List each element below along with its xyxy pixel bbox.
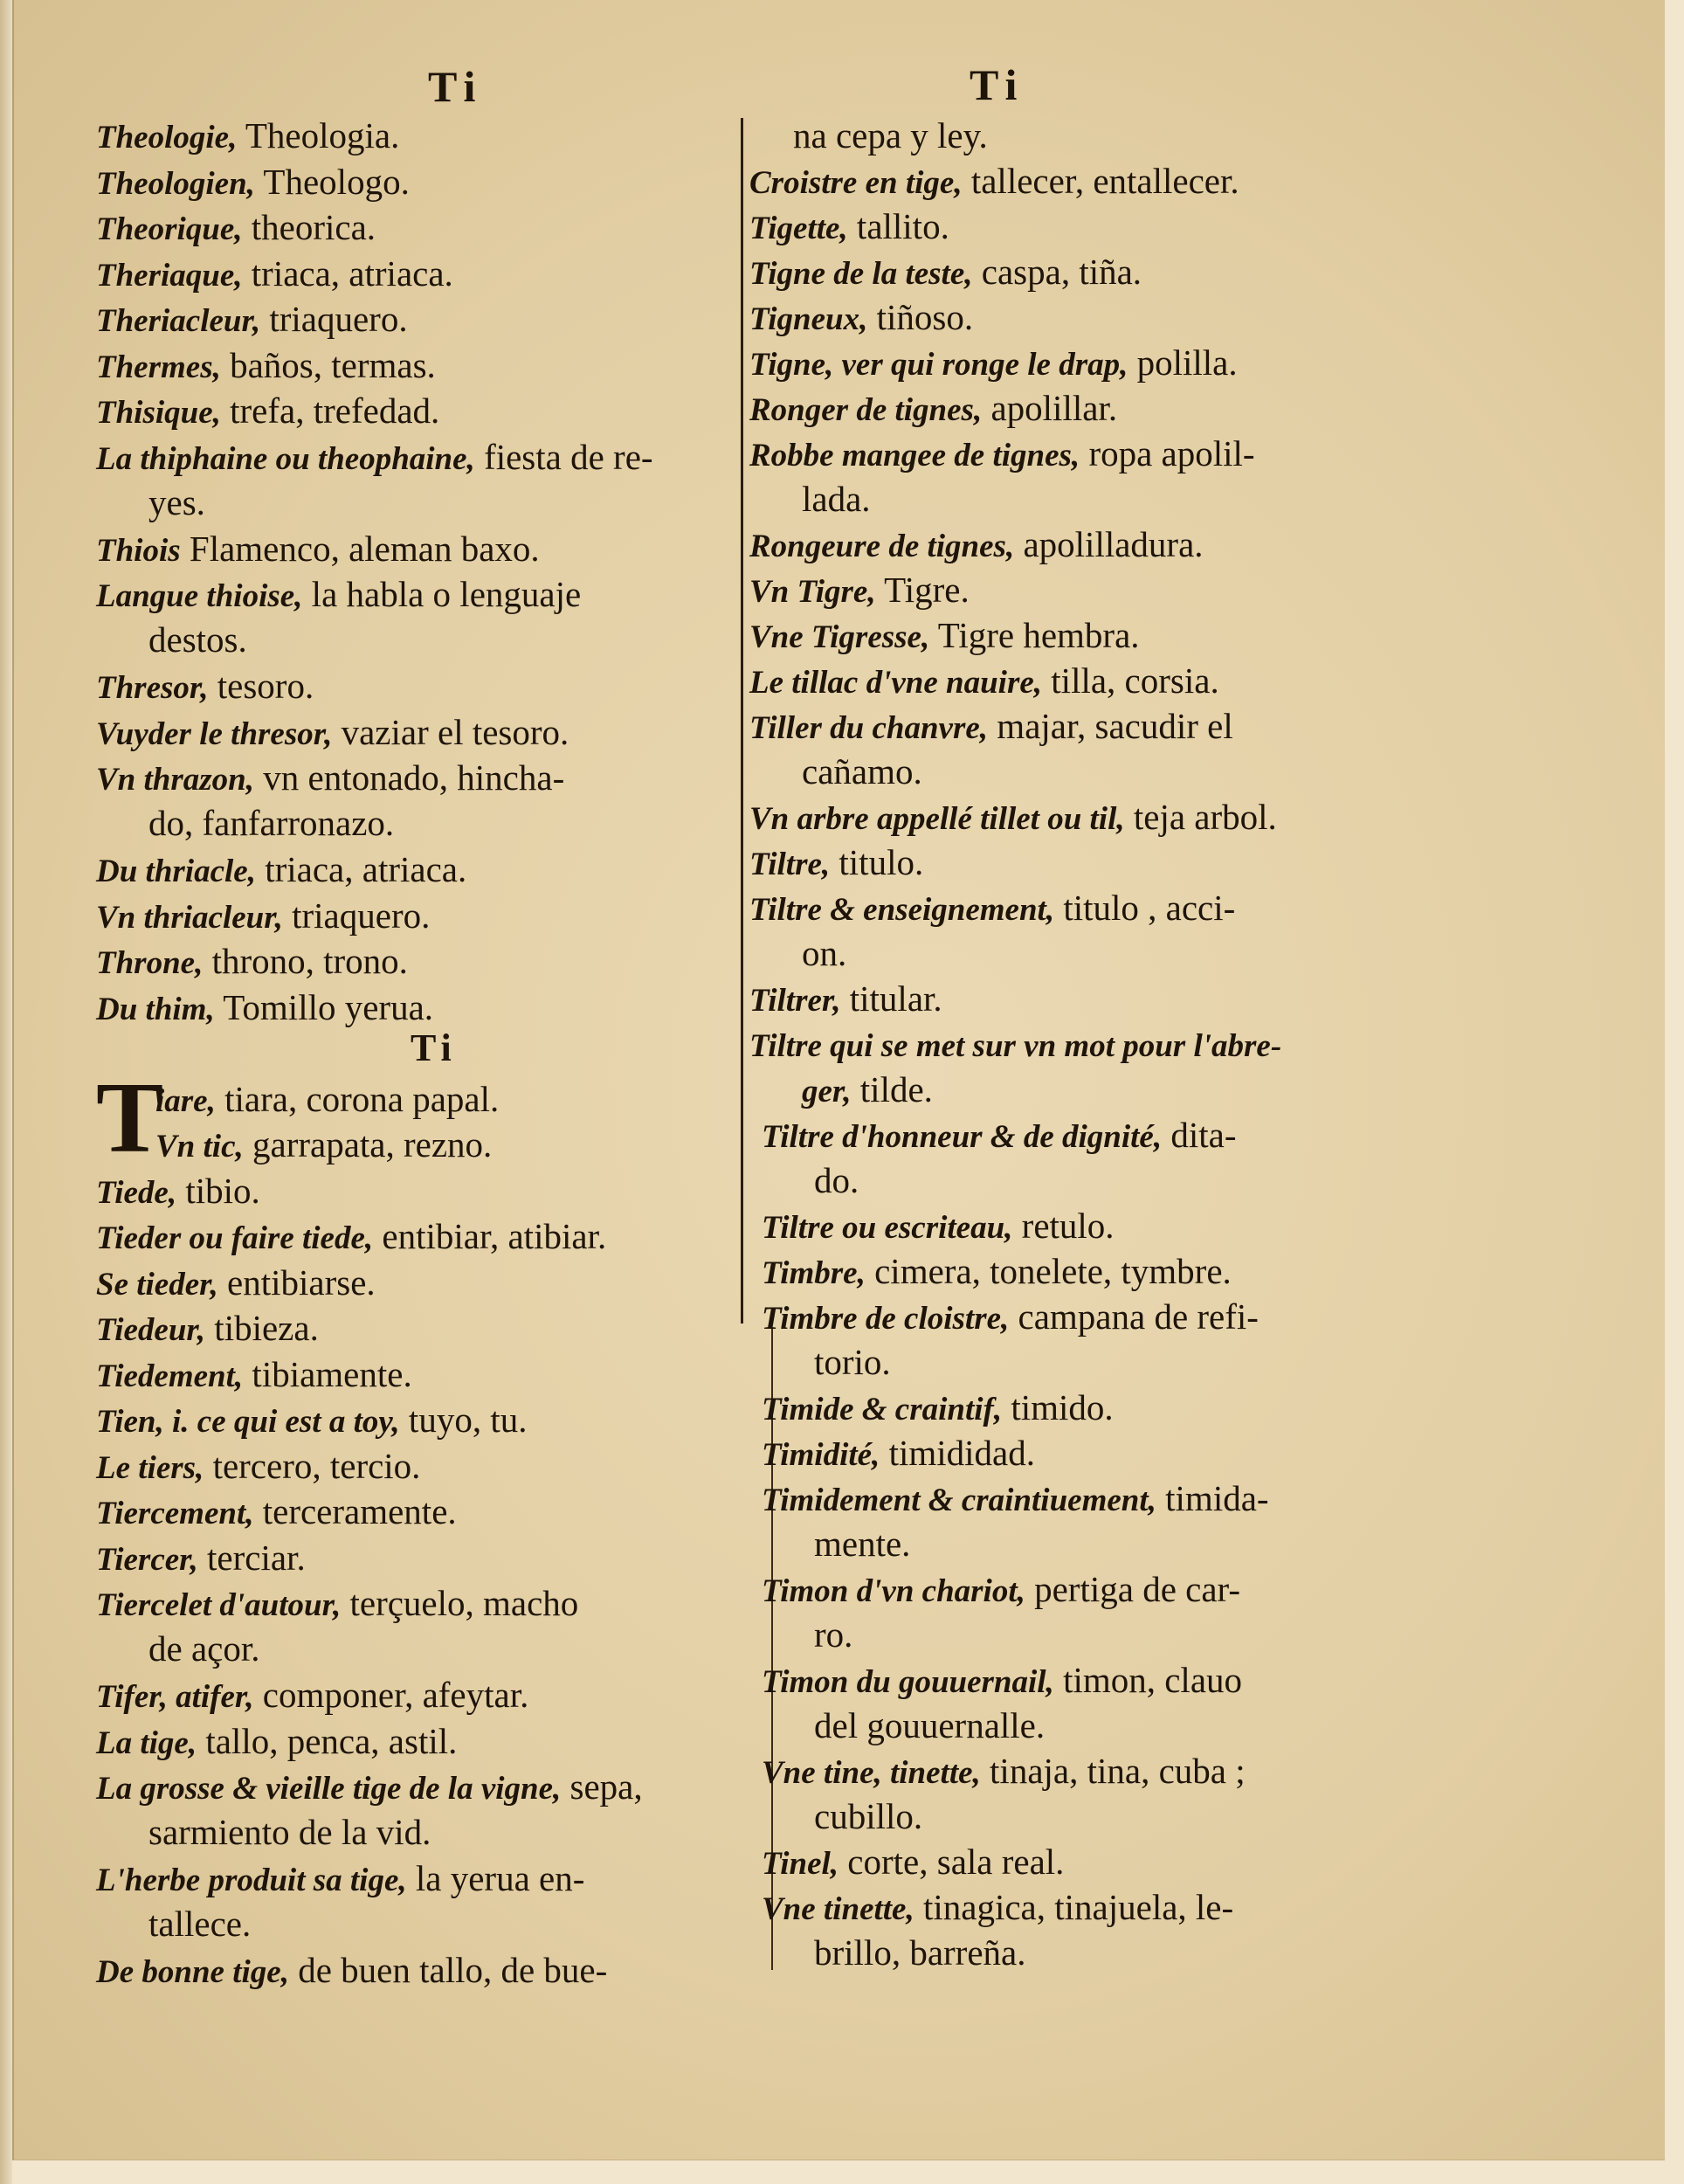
dictionary-entry	[762, 1295, 1259, 1341]
entry-definition: theorica.	[242, 207, 376, 247]
entry-headword: Le tillac d'vne nauire,	[749, 665, 1043, 701]
entry-continuation	[148, 1627, 259, 1670]
dictionary-entry	[96, 297, 408, 343]
entry-definition-continuation: on.	[802, 933, 847, 973]
dictionary-entry	[96, 1169, 260, 1215]
dictionary-entry	[762, 1204, 1115, 1250]
entry-headword: Tiercer,	[96, 1541, 198, 1578]
entry-headword: La grosse & vieille tige de la vigne,	[96, 1771, 562, 1807]
entry-headword: Thiois	[96, 532, 181, 569]
dictionary-entry	[96, 756, 564, 802]
entry-definition: polilla.	[1128, 342, 1238, 383]
entry-headword: Tigne de la teste,	[749, 256, 973, 292]
dictionary-entry	[96, 1536, 306, 1582]
entry-definition-continuation: do.	[814, 1160, 859, 1200]
dictionary-entry	[96, 1673, 528, 1719]
entry-headword: Vn thrazon,	[96, 762, 254, 798]
entry-definition: de buen tallo, de bue-	[288, 1950, 608, 1990]
entry-definition: apolillar.	[982, 388, 1118, 428]
entry-definition: tibiamente.	[243, 1353, 412, 1394]
entry-definition: Theologo.	[254, 161, 410, 202]
entry-definition: garrapata, rezno.	[243, 1124, 493, 1165]
entry-headword: De bonne tige,	[96, 1954, 289, 1990]
entry-headword: La tige,	[96, 1724, 197, 1761]
dictionary-entry	[96, 939, 408, 985]
entry-definition: majar, sacudir el	[988, 706, 1233, 746]
left-running-header: Ti	[428, 62, 483, 111]
dictionary-entry	[96, 389, 439, 435]
dictionary-entry	[96, 985, 433, 1032]
dictionary-entry	[749, 1022, 1281, 1068]
dictionary-entry	[749, 704, 1233, 750]
entry-continuation	[802, 1068, 933, 1114]
entry-headword: Vn tic,	[155, 1129, 244, 1165]
entry-headword: Vuyder le thresor,	[96, 715, 333, 752]
dictionary-entry	[749, 432, 1255, 478]
dictionary-entry	[96, 664, 314, 710]
entry-continuation	[814, 1340, 891, 1384]
entry-continuation	[802, 477, 871, 521]
dictionary-entry	[155, 1123, 492, 1169]
entry-headword: Thresor,	[96, 670, 209, 706]
entry-headword: Vn Tigre,	[749, 574, 876, 610]
dictionary-entry	[96, 114, 399, 160]
dictionary-entry	[749, 568, 970, 614]
dictionary-entry	[749, 795, 1277, 841]
entry-definition-continuation: ro.	[814, 1614, 853, 1655]
entry-definition: tiara, corona papal.	[215, 1078, 500, 1119]
entry-headword: Timidement & craintiuement,	[762, 1482, 1156, 1518]
entry-definition: apolilladura.	[1014, 524, 1204, 564]
entry-headword: Croistre en tige,	[749, 165, 963, 201]
entry-continuation	[814, 1522, 910, 1565]
entry-definition: tercero, tercio.	[204, 1445, 421, 1486]
entry-definition: tilla, corsia.	[1042, 660, 1219, 701]
entry-continuation	[802, 931, 846, 975]
entry-continuation	[148, 1902, 251, 1946]
entry-headword: Timon du gouuernail,	[762, 1664, 1054, 1700]
dictionary-entry	[96, 894, 430, 940]
entry-definition: fiesta de re-	[474, 436, 653, 477]
entry-headword: Tigette,	[749, 211, 848, 246]
dictionary-entry	[96, 160, 410, 206]
dictionary-entry	[762, 1113, 1236, 1159]
entry-definition-continuation: yes.	[148, 481, 205, 522]
entry-definition: timon, clauo	[1053, 1660, 1243, 1700]
entry-headword: Tigne, ver qui ronge le drap,	[749, 347, 1128, 383]
entry-continuation	[814, 1158, 859, 1202]
entry-headword: Vne tine, tinette,	[762, 1755, 981, 1791]
entry-headword: Thermes,	[96, 349, 221, 385]
entry-headword: Se tieder,	[96, 1266, 218, 1303]
entry-definition-continuation: de açor.	[148, 1628, 260, 1669]
entry-definition: titular.	[840, 978, 942, 1019]
entry-definition: Flamenco, aleman baxo.	[180, 528, 540, 569]
dictionary-entry	[96, 1398, 527, 1444]
dictionary-entry	[749, 341, 1238, 387]
entry-headword: Throne,	[96, 945, 204, 981]
dictionary-entry	[96, 205, 376, 252]
dictionary-entry	[96, 710, 569, 757]
entry-definition: tesoro.	[208, 666, 314, 706]
entry-headword: iare,	[155, 1082, 216, 1119]
entry-continuation	[814, 1704, 1045, 1747]
entry-definition: timido.	[1002, 1387, 1114, 1427]
entry-definition-continuation: tallece.	[148, 1904, 252, 1944]
entry-definition: entibiarse.	[217, 1261, 376, 1303]
entry-headword: Tifer, atifer,	[96, 1679, 254, 1715]
entry-headword: Theorique,	[96, 211, 243, 247]
entry-headword: Theriaque,	[96, 257, 243, 294]
entry-headword-continuation: ger,	[802, 1074, 852, 1109]
entry-headword: Tinel,	[762, 1846, 839, 1882]
entry-definition-continuation: destos.	[148, 619, 247, 660]
entry-definition: cimera, tonelete, tymbre.	[865, 1251, 1232, 1291]
entry-headword: Langue thioise,	[96, 578, 303, 614]
dictionary-entry	[96, 1765, 643, 1811]
entry-headword: Tiltre ou escriteau,	[762, 1210, 1013, 1246]
dictionary-entry	[155, 1077, 499, 1123]
entry-definition: terciar.	[197, 1537, 306, 1578]
entry-definition-continuation: brillo, barreña.	[814, 1932, 1026, 1973]
entry-headword: Theologie,	[96, 120, 238, 156]
dictionary-entry	[749, 977, 942, 1023]
dictionary-entry	[96, 1444, 420, 1490]
entry-definition: baños, termas.	[220, 344, 436, 385]
entry-headword: Ronger de tignes,	[749, 392, 983, 428]
dictionary-entry	[749, 613, 1140, 660]
entry-continuation	[814, 1794, 922, 1838]
entry-definition: timida-	[1156, 1478, 1269, 1518]
entry-definition: terceramente.	[253, 1491, 457, 1531]
entry-definition: Tomillo yerua.	[214, 986, 434, 1027]
entry-headword: Du thriacle,	[96, 854, 256, 889]
dictionary-entry	[96, 1306, 319, 1352]
page-edge	[0, 0, 12, 2184]
entry-definition: dita-	[1162, 1115, 1237, 1155]
entry-definition-continuation: mente.	[814, 1524, 911, 1564]
entry-definition: tibieza.	[205, 1308, 319, 1348]
dictionary-entry	[762, 1431, 1035, 1477]
entry-headword: Tiltre d'honneur & de dignité,	[762, 1119, 1163, 1155]
entry-definition-continuation: lada.	[802, 479, 871, 519]
dictionary-entry	[793, 114, 988, 157]
dictionary-entry	[749, 886, 1235, 932]
entry-headword: Robbe mangee de tignes,	[749, 438, 1080, 473]
dictionary-entry	[762, 1567, 1240, 1614]
section-heading: Ti	[411, 1026, 457, 1069]
entry-continuation	[814, 1931, 1025, 1974]
dictionary-entry	[762, 1749, 1246, 1795]
dictionary-entry	[96, 252, 453, 298]
dictionary-entry	[749, 204, 949, 251]
dictionary-entry	[96, 1489, 457, 1536]
entry-headword: L'herbe produit sa tige,	[96, 1863, 407, 1898]
entry-continuation	[148, 480, 205, 524]
entry-definition: pertiga de car-	[1025, 1569, 1241, 1609]
dictionary-entry	[96, 1948, 607, 1994]
entry-headword: Tiede,	[96, 1174, 177, 1211]
entry-headword: Tiller du chanvre,	[749, 710, 989, 746]
entry-definition: campana de refi-	[1009, 1296, 1259, 1337]
entry-headword: Timidité,	[762, 1437, 880, 1473]
entry-headword: Vne tinette,	[762, 1891, 914, 1927]
entry-definition-continuation: do, fanfarronazo.	[148, 803, 395, 843]
dictionary-entry	[96, 1261, 376, 1307]
entry-definition-continuation: cañamo.	[802, 751, 922, 791]
entry-definition: Theologia.	[237, 115, 400, 156]
entry-definition: titulo.	[830, 842, 924, 882]
entry-definition: timididad.	[880, 1433, 1035, 1473]
entry-headword: Theologien,	[96, 165, 255, 202]
entry-definition: tinagica, tinajuela, le-	[914, 1887, 1234, 1927]
entry-headword: La thiphaine ou theophaine,	[96, 440, 475, 477]
entry-headword: Timbre de cloistre,	[762, 1301, 1010, 1337]
entry-headword: Thisique,	[96, 395, 221, 431]
entry-definition: triaca, atriaca.	[255, 849, 467, 889]
dictionary-entry	[96, 1352, 412, 1399]
column-divider	[741, 118, 743, 1324]
drop-cap: T	[96, 1061, 164, 1174]
entry-headword: Tien, i. ce qui est a toy,	[96, 1404, 400, 1440]
entry-headword: Tiltre qui se met sur vn mot pour l'abre-	[749, 1028, 1282, 1064]
dictionary-entry	[762, 1885, 1233, 1932]
entry-definition: tallecer, entallecer.	[962, 161, 1239, 201]
dictionary-entry	[96, 527, 540, 573]
entry-definition: retulo.	[1012, 1206, 1115, 1246]
entry-definition: corte, sala real.	[839, 1842, 1065, 1882]
entry-definition: la habla o lenguaje	[302, 574, 582, 614]
entry-definition: la yerua en-	[406, 1858, 585, 1898]
dictionary-entry	[749, 295, 973, 342]
entry-definition-continuation: cubillo.	[814, 1796, 923, 1836]
entry-continuation	[148, 1810, 431, 1854]
entry-headword: Tieder ou faire tiede,	[96, 1220, 374, 1256]
entry-headword: Du thim,	[96, 991, 215, 1027]
entry-definition: teja arbol.	[1124, 797, 1277, 837]
dictionary-entry	[749, 659, 1219, 705]
entry-headword: Tiedeur,	[96, 1312, 206, 1348]
entry-definition: entibiar, atibiar.	[373, 1216, 607, 1256]
dictionary-entry	[762, 1476, 1269, 1523]
entry-headword: Timon d'vn chariot,	[762, 1573, 1025, 1609]
entry-headword: Tiltrer,	[749, 983, 841, 1019]
entry-definition: throno, trono.	[203, 941, 408, 981]
dictionary-entry	[762, 1249, 1232, 1296]
dictionary-entry	[96, 435, 653, 481]
dictionary-entry	[96, 847, 466, 894]
dictionary-entry	[96, 1856, 584, 1903]
entry-definition: trefa, trefedad.	[220, 390, 440, 431]
dictionary-entry	[762, 1386, 1114, 1432]
entry-definition: titulo , acci-	[1054, 888, 1236, 928]
entry-definition: tuyo, tu.	[399, 1400, 528, 1440]
entry-definition: Tigre.	[875, 570, 970, 610]
entry-headword: Timbre,	[762, 1255, 866, 1291]
entry-definition: tiñoso.	[867, 297, 974, 337]
dictionary-entry	[749, 386, 1117, 432]
entry-headword: Tiercement,	[96, 1496, 254, 1531]
right-running-header: Ti	[970, 60, 1025, 109]
dictionary-entry	[749, 250, 1142, 296]
entry-headword: Rongeure de tignes,	[749, 529, 1015, 564]
entry-definition: triaquero.	[282, 895, 431, 936]
entry-definition: triaca, atriaca.	[242, 252, 453, 294]
entry-headword: Theriacleur,	[96, 303, 261, 339]
entry-definition: caspa, tiña.	[972, 252, 1142, 292]
entry-continuation	[148, 801, 394, 845]
entry-definition: Tigre hembra.	[929, 615, 1140, 655]
dictionary-entry	[96, 572, 581, 619]
dictionary-entry	[96, 1581, 578, 1628]
entry-headword: Tiltre,	[749, 847, 831, 882]
entry-definition: tinaja, tina, cuba ;	[980, 1751, 1246, 1791]
dictionary-entry	[96, 1719, 457, 1766]
entry-headword: Tiercelet d'autour,	[96, 1587, 342, 1623]
entry-definition: tallito.	[847, 206, 949, 246]
entry-continuation	[148, 618, 247, 661]
entry-continuation	[802, 750, 922, 793]
entry-definition: sepa,	[561, 1766, 643, 1807]
entry-definition: tibio.	[176, 1170, 260, 1211]
dictionary-entry	[96, 1214, 606, 1261]
entry-definition: componer, afeytar.	[253, 1675, 529, 1715]
entry-definition: ropa apolil-	[1080, 433, 1255, 473]
entry-definition: na cepa y ley.	[793, 115, 988, 156]
entry-headword: Vne Tigresse,	[749, 619, 930, 655]
entry-headword: Tigneux,	[749, 301, 868, 337]
entry-headword: Vn thriacleur,	[96, 899, 283, 936]
entry-headword: Le tiers,	[96, 1449, 204, 1486]
dictionary-entry	[749, 840, 923, 887]
dictionary-entry	[762, 1658, 1242, 1704]
entry-definition: tallo, penca, astil.	[197, 1720, 458, 1761]
dictionary-entry	[749, 522, 1204, 569]
entry-definition-continuation: sarmiento de la vid.	[148, 1812, 431, 1852]
entry-definition-continuation: del gouuernalle.	[814, 1705, 1046, 1745]
dictionary-entry	[96, 343, 436, 390]
entry-headword: Tiltre & enseignement,	[749, 892, 1055, 928]
entry-definition-continuation: tilde.	[851, 1069, 933, 1109]
dictionary-entry	[762, 1840, 1064, 1886]
dictionary-entry	[749, 159, 1239, 205]
entry-definition: vn entonado, hincha-	[254, 757, 565, 798]
entry-headword: Vn arbre appellé tillet ou til,	[749, 801, 1125, 837]
entry-definition-continuation: torio.	[814, 1342, 891, 1382]
entry-definition: terçuelo, macho	[341, 1583, 579, 1623]
entry-headword: Timide & craintif,	[762, 1392, 1003, 1427]
entry-headword: Tiedement,	[96, 1358, 244, 1394]
entry-continuation	[814, 1613, 852, 1656]
entry-definition: vaziar el tesoro.	[332, 711, 569, 752]
entry-definition: triaquero.	[260, 299, 408, 339]
